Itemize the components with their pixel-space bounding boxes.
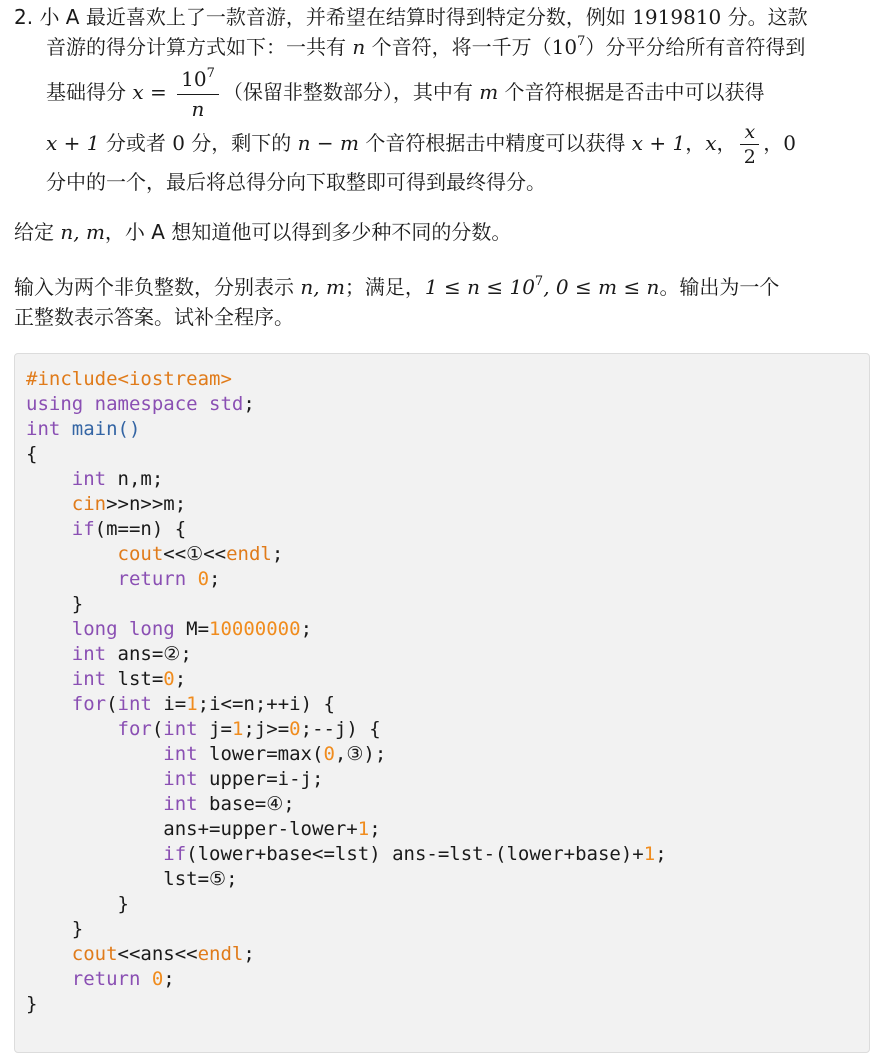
equals: = [143, 80, 174, 104]
code-line [26, 817, 667, 842]
keyword: return [71, 968, 141, 990]
keyword: using [26, 393, 84, 415]
problem-question [14, 217, 870, 247]
code-text: ; [655, 843, 667, 865]
code-text: (lower+base<=lst) ans-=lst-(lower+base)+ [186, 843, 644, 865]
text: 个音符根据击中精度可以获得 [358, 131, 632, 155]
problem-line-5 [14, 167, 870, 197]
literal: 1 [357, 818, 370, 840]
text: 个音符，将一千万（ [365, 35, 552, 59]
frac-num: 10 [181, 67, 207, 91]
code-line [26, 917, 667, 942]
math-x-plus-1: x + 1 [631, 131, 686, 155]
code-text: } [117, 893, 129, 915]
text: （保留非整数部分），其中有 [222, 80, 480, 104]
text: ，小 A 想知道他可以得到多少种不同的分数。 [104, 220, 512, 244]
code-text: upper=i-j; [197, 768, 324, 790]
code-line [26, 467, 667, 492]
text: ）分平分给所有音符得到 [585, 35, 806, 59]
code-text: (m==n) { [94, 518, 187, 540]
text: 基础得分 [46, 80, 133, 104]
math-x-plus-1: x + 1 [46, 131, 100, 155]
frac-exp: 7 [206, 66, 215, 81]
code-line [26, 492, 667, 517]
comma: ， [716, 131, 737, 155]
type: int [163, 718, 198, 740]
type: int [71, 643, 107, 665]
zero: 0 [783, 131, 796, 155]
code-line [26, 717, 667, 742]
code-text: ( [106, 693, 118, 715]
code-text: ; [369, 818, 381, 840]
literal: 1 [643, 843, 656, 865]
stream: cin [71, 493, 107, 515]
type: int [163, 793, 198, 815]
text: 正整数表示答案。试补全程序。 [14, 305, 294, 329]
code-text: >>n>>m; [106, 493, 187, 515]
code-line [26, 567, 667, 592]
code-text: ; [243, 393, 255, 415]
keyword: if [163, 843, 187, 865]
blank-4: base=④; [197, 793, 295, 815]
code-line [26, 617, 667, 642]
keyword: return [117, 568, 187, 590]
code-text: } [71, 593, 84, 615]
code-line [26, 642, 667, 667]
code-line [26, 892, 667, 917]
literal: 0 [323, 743, 335, 765]
code-text: ;j>= [243, 718, 290, 740]
problem-line-4 [14, 120, 870, 169]
text: 2. 小 A 最近喜欢上了一款音游，并希望在结算时得到特定分数，例如 [14, 5, 633, 29]
frac-den: n [191, 97, 205, 121]
problem-line-2 [14, 32, 870, 62]
input-description-line-1 [14, 272, 870, 302]
exponent: 7 [534, 274, 544, 289]
code-text: i= [151, 693, 187, 715]
stream: cout [117, 543, 164, 565]
blank-1: <<①<< [163, 543, 227, 565]
code-text: ; [163, 968, 175, 990]
type: int [163, 743, 198, 765]
text: 音游的得分计算方式如下：一共有 [46, 35, 353, 59]
function-name: main() [60, 418, 141, 440]
stream: cout [71, 943, 118, 965]
example-score: 1919810 [632, 5, 722, 29]
code-text: lst= [106, 668, 164, 690]
literal: 0 [289, 718, 301, 740]
stream: endl [197, 943, 244, 965]
var-n: n [352, 35, 366, 59]
var-x: x [132, 80, 144, 104]
code-text: ; [174, 668, 187, 690]
literal: 0 [140, 968, 164, 990]
keyword: for [71, 693, 107, 715]
code-line [26, 517, 667, 542]
half-x-fraction [740, 120, 759, 169]
code-text: <<ans<< [117, 943, 198, 965]
code-text: ; [300, 618, 313, 640]
code-text: j= [197, 718, 232, 740]
code-text: lower=max( [197, 743, 324, 765]
text: 个音符根据是否击中可以获得 [498, 80, 765, 104]
code-text: } [26, 993, 38, 1015]
input-description-line-2 [14, 302, 870, 332]
keyword: std [197, 393, 244, 415]
text: 输入为两个非负整数，分别表示 [14, 275, 301, 299]
text: 分。这款 [721, 5, 808, 29]
literal: 0 [163, 668, 175, 690]
code-text: } [71, 918, 84, 940]
type: long long [71, 618, 175, 640]
text: 。输出为一个 [659, 275, 780, 299]
code-line [26, 417, 667, 442]
comma: ， [685, 131, 706, 155]
code-line [26, 592, 667, 617]
math-n-m: n, m [300, 275, 345, 299]
math-x: x [705, 131, 717, 155]
code-listing [26, 367, 667, 1017]
text: 分或者 [99, 131, 173, 155]
code-line [26, 392, 667, 417]
frac-num: x [740, 120, 759, 145]
blank-3: ,③); [334, 743, 387, 765]
preprocessor: #include<iostream> [26, 368, 232, 390]
exponent: 7 [577, 34, 586, 49]
code-line [26, 792, 667, 817]
zero: 0 [172, 131, 185, 155]
code-text: ; [243, 943, 255, 965]
text: 给定 [14, 220, 61, 244]
code-line [26, 442, 667, 467]
code-line [26, 692, 667, 717]
constraint-m: , 0 ≤ m ≤ n [543, 275, 660, 299]
comma: ， [763, 131, 784, 155]
var-m: m [479, 80, 499, 104]
constraint-n: 1 ≤ n ≤ 10 [424, 275, 535, 299]
code-line [26, 967, 667, 992]
text: 分，剩下的 [184, 131, 298, 155]
problem-line-1 [14, 2, 870, 32]
literal: 0 [186, 568, 210, 590]
keyword: namespace [83, 393, 198, 415]
code-line [26, 667, 667, 692]
math-n-minus-m: n − m [297, 131, 359, 155]
code-text: ;--j) { [300, 718, 381, 740]
code-line [26, 767, 667, 792]
type: int [163, 768, 198, 790]
code-text: ; [271, 543, 284, 565]
text: 分中的一个，最后将总得分向下取整即可得到最终得分。 [46, 170, 546, 194]
code-text: ans+=upper-lower+ [163, 818, 358, 840]
keyword: for [117, 718, 152, 740]
type: int [117, 693, 152, 715]
keyword: if [71, 518, 95, 540]
code-line [26, 742, 667, 767]
code-text: { [26, 443, 38, 465]
code-line [26, 542, 667, 567]
literal: 10000000 [209, 618, 301, 640]
text: ；满足， [344, 275, 425, 299]
code-text: ; [209, 568, 221, 590]
blank-2: ans=②; [106, 643, 192, 665]
code-text: ( [151, 718, 164, 740]
math-n-m: n, m [60, 220, 105, 244]
code-text: ;i<=n;++i) { [197, 693, 335, 715]
code-line [26, 367, 667, 392]
type: int [71, 668, 107, 690]
code-text: M= [174, 618, 210, 640]
base-score-fraction [177, 64, 219, 123]
ten: 10 [551, 35, 578, 59]
code-line [26, 867, 667, 892]
frac-den: 2 [743, 146, 756, 168]
blank-5: lst=⑤; [163, 868, 238, 890]
stream: endl [226, 543, 272, 565]
code-line [26, 992, 667, 1017]
code-line [26, 842, 667, 867]
problem-line-3 [14, 62, 870, 123]
type: int [71, 468, 107, 490]
code-text: n,m; [106, 468, 164, 490]
type: int [26, 418, 61, 440]
literal: 1 [231, 718, 244, 740]
code-line [26, 942, 667, 967]
literal: 1 [186, 693, 198, 715]
